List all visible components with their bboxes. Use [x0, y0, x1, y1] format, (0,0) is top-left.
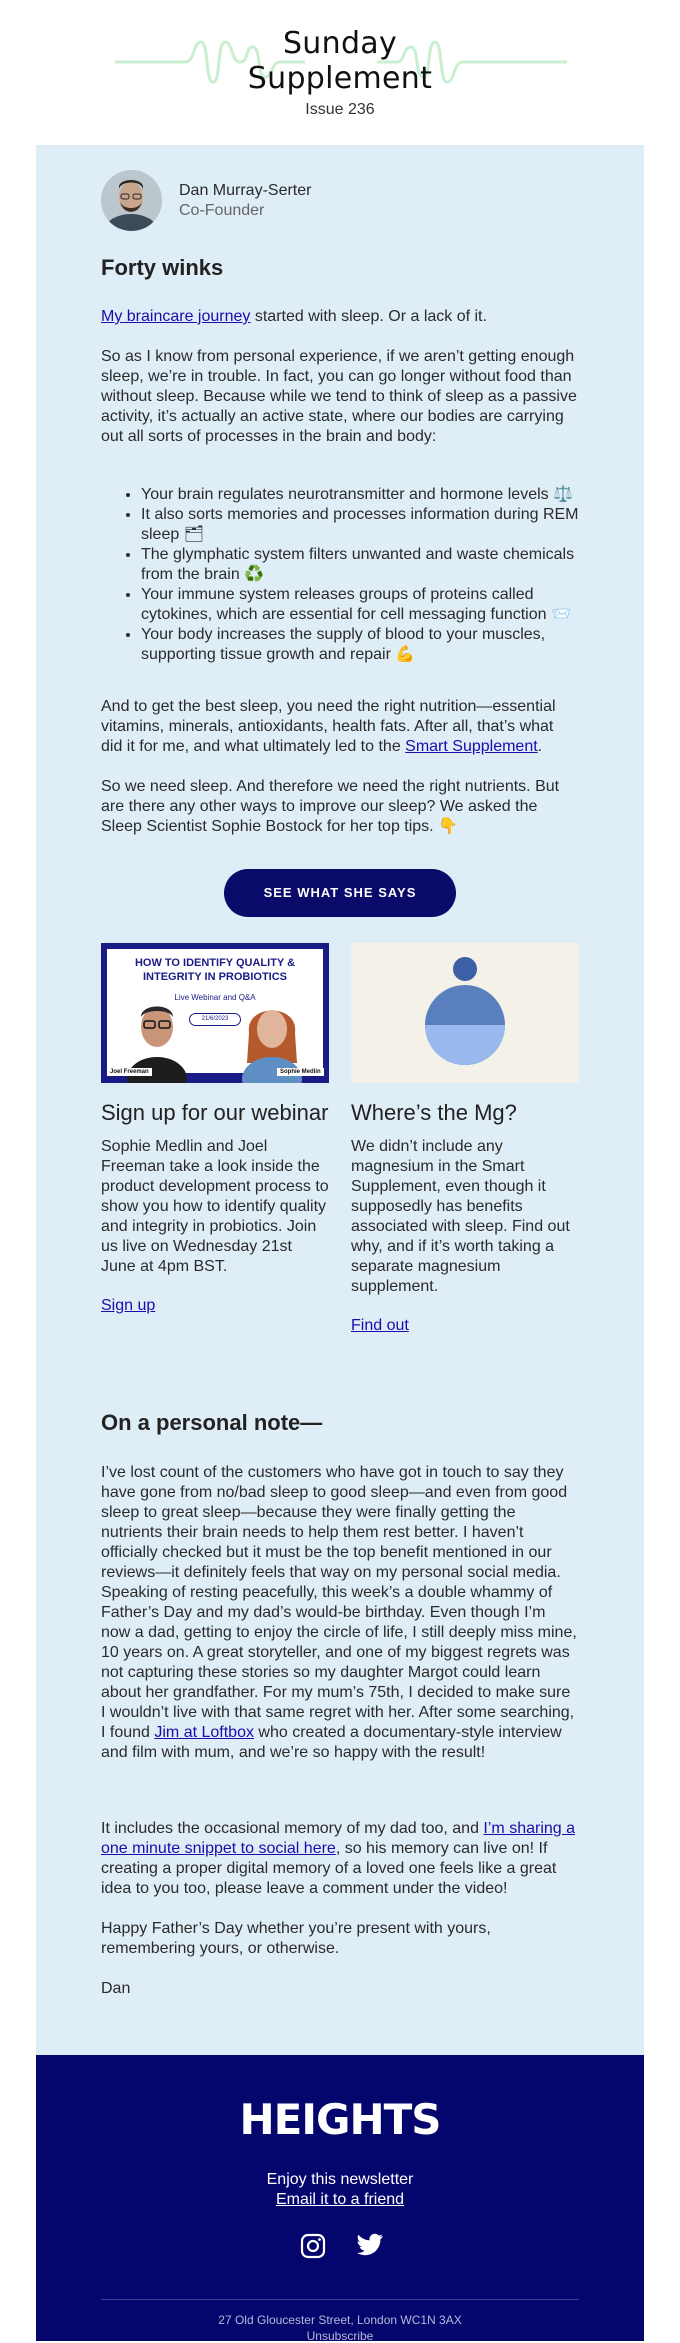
- nutrition-text: And to get the best sleep, you need the right nutrition—essential vitamins, minerals, antioxidants, health fats. After all, that’s what did it for me, and what ultimately led to the: [101, 698, 556, 755]
- list-item: • The glymphatic system filters unwanted and waste chemicals from the brain ♻️: [141, 545, 579, 585]
- braincare-journey-link[interactable]: My braincare journey: [101, 308, 251, 325]
- newsletter-body: [36, 145, 644, 2055]
- footer-divider: [101, 2299, 579, 2300]
- magnesium-body: We didn’t include any magnesium in the Smart Supplement, even though it supposedly has benefits associated with sleep. Find out why, and if it’s worth taking a separate magnesium supplement.: [351, 1138, 570, 1295]
- see-what-she-says-button[interactable]: SEE WHAT SHE SAYS: [224, 869, 456, 917]
- nutrition-paragraph: [101, 697, 579, 757]
- webinar-image-subtitle: Live Webinar and Q&A: [174, 993, 256, 1002]
- webinar-image-date: 21/6/2023: [189, 1013, 241, 1026]
- magnesium-card: [351, 943, 579, 1335]
- jim-at-loftbox-link[interactable]: Jim at Loftbox: [154, 1724, 254, 1741]
- title-line-2: Supplement: [247, 61, 433, 96]
- instagram-icon[interactable]: [300, 2233, 326, 2259]
- personal-note-paragraph-2: [101, 1583, 579, 1763]
- nutrition-text-end: .: [537, 738, 543, 755]
- webinar-image-title1: HOW TO IDENTIFY QUALITY &: [134, 957, 296, 969]
- sleep-tips-paragraph: So we need sleep. And therefore we need the right nutrients. But are there any other ways to improve our sleep? We asked the Sleep Scientist Sophie Bostock for her top tips. 👇: [101, 778, 560, 835]
- avatar-image: [101, 170, 162, 231]
- list-item: • Your body increases the supply of blood to your muscles, supporting tissue growth and repair 💪: [141, 625, 579, 665]
- title-line-1: Sunday: [282, 26, 398, 61]
- intro-paragraph: [101, 307, 579, 327]
- caption-sophie: Sophie Medlin: [277, 1068, 324, 1076]
- find-out-link[interactable]: Find out: [351, 1317, 409, 1334]
- newsletter-footer: [36, 2055, 644, 2341]
- section-heading-forty-winks: Forty winks: [101, 255, 224, 280]
- snippet-text: It includes the occasional memory of my dad too, and: [101, 1820, 484, 1837]
- sign-up-link[interactable]: Sign up: [101, 1297, 156, 1314]
- issue-number: Issue 236: [305, 101, 375, 118]
- snippet-text-end: , so his memory can live on! If creating a proper digital memory of a loved one feels like a great idea to you too, please leave a comment under the video!: [101, 1840, 557, 1897]
- avatar: [101, 170, 162, 231]
- twitter-icon[interactable]: [356, 2233, 384, 2257]
- magnesium-heading: Where’s the Mg?: [351, 1100, 517, 1125]
- caption-joel: Joel Freeman: [107, 1068, 152, 1076]
- sleep-process-list: [101, 485, 579, 665]
- personal-note-paragraph-3: [101, 1819, 579, 1899]
- newsletter-title: [0, 26, 680, 96]
- author-block: [101, 170, 311, 231]
- author-name: Dan Murray-Serter: [179, 181, 312, 199]
- heights-logo[interactable]: HEIGHTS: [239, 2095, 441, 2144]
- magnesium-image[interactable]: [351, 943, 579, 1083]
- magnesium-illustration: [351, 943, 579, 1083]
- signoff: Dan: [101, 1980, 131, 1997]
- company-address: 27 Old Gloucester Street, London WC1N 3AX: [218, 2313, 462, 2327]
- section-heading-personal-note: On a personal note—: [101, 1410, 323, 1435]
- personal-note-paragraph-1: I’ve lost count of the customers who have got in touch to say they have gone from no/bad sleep to good sleep—and even from good sleep to great sleep—because they were finally getting the nutrients their brain needs to help them rest better. I haven’t officially checked but it must be the top benefit mentioned in our reviews—it definitely feels that way on my personal social media.: [101, 1464, 568, 1581]
- webinar-heading: Sign up for our webinar: [101, 1100, 329, 1125]
- social-links: [300, 2233, 384, 2259]
- smart-supplement-link[interactable]: Smart Supplement: [405, 738, 538, 755]
- newsletter-header: [0, 0, 680, 145]
- enjoy-text: Enjoy this newsletter: [266, 2171, 414, 2188]
- fathers-day-paragraph: Happy Father’s Day whether you’re present with yours, remembering yours, or otherwise.: [101, 1920, 491, 1957]
- author-text: [179, 181, 311, 221]
- social-snippet-link[interactable]: I’m sharing a one minute snippet to social here: [101, 1820, 576, 1857]
- list-item: • It also sorts memories and processes information during REM sleep 🗂: [141, 505, 579, 545]
- unsubscribe-link[interactable]: Unsubscribe: [306, 2329, 374, 2343]
- list-item: • Your immune system releases groups of proteins called cytokines, which are essential for cell messaging function 📨: [141, 585, 579, 625]
- list-item: • Your brain regulates neurotransmitter and hormone levels ⚖️: [141, 485, 579, 505]
- personal-note-text-end: who created a documentary-style interview and film with mum, and we’re so happy with the result!: [101, 1724, 562, 1761]
- webinar-image[interactable]: [101, 943, 329, 1083]
- personal-note-text: Speaking of resting peacefully, this week’s a double whammy of Father’s Day and my dad’s would-be birthday. Even though I’m now a dad, getting to enjoy the circle of life, I still deeply miss mine, 10 years on. A great storyteller, and one of my biggest regrets was not capturing these stories so my daughter Margot could learn about her grandfather. For my mum’s 75th, I decided to make sure I wouldn’t live with that same regret with her. After some searching, I found: [101, 1584, 577, 1741]
- email-friend-link[interactable]: Email it to a friend: [275, 2191, 405, 2208]
- author-role: Co-Founder: [179, 201, 265, 219]
- webinar-body: Sophie Medlin and Joel Freeman take a look inside the product development process to show you how to identify quality and integrity in probiotics. Join us live on Wednesday 21st June at 4pm BST.: [101, 1138, 329, 1275]
- sleep-paragraph: So as I know from personal experience, if we aren’t getting enough sleep, we’re in trouble. In fact, you can go longer without food than without sleep. Because while we tend to think of sleep as a passive activity, it’s actually an active state, where our bodies are carrying out all sorts of processes in the brain and body:: [101, 348, 577, 445]
- webinar-image-title2: INTEGRITY IN PROBIOTICS: [142, 971, 288, 983]
- intro-rest-text: started with sleep. Or a lack of it.: [250, 308, 487, 325]
- webinar-card: [101, 943, 329, 1315]
